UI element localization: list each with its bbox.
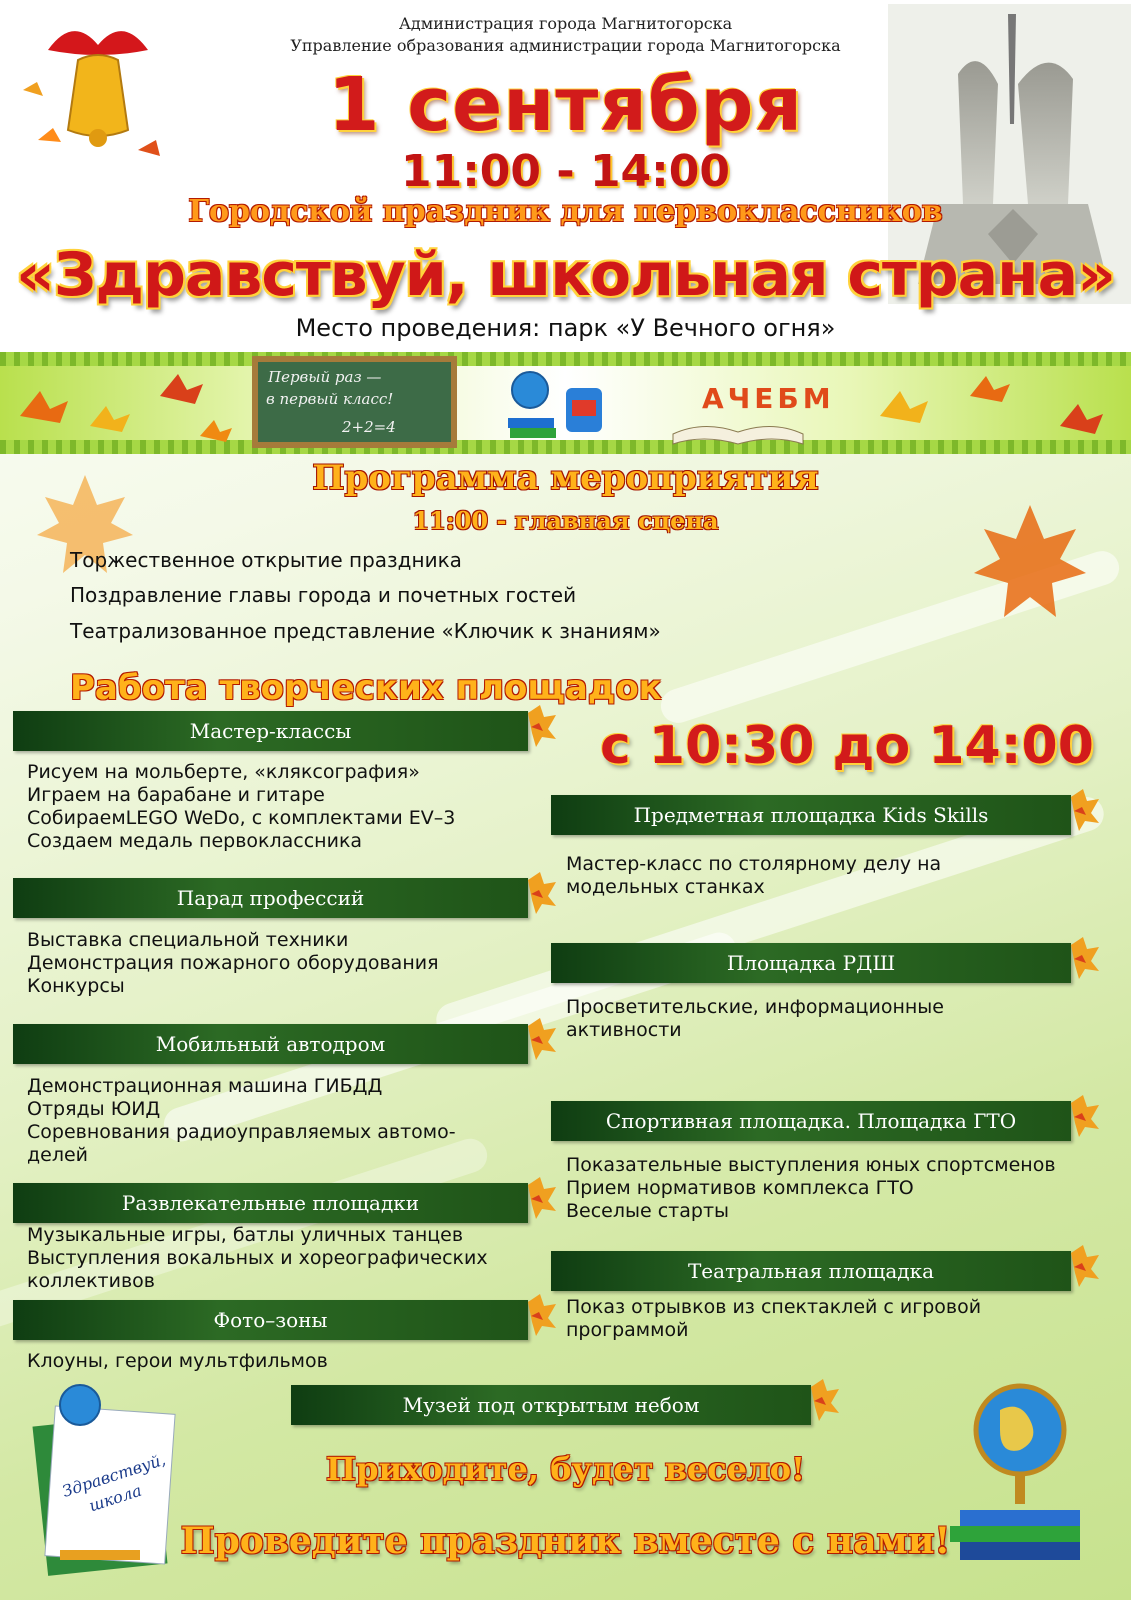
footer-invite: Приходите, будет весело!: [325, 1450, 806, 1488]
autodrome-list: [27, 1075, 456, 1167]
leaf-cluster-icon: [806, 1377, 840, 1421]
sports-gto-list: [566, 1154, 1056, 1223]
list-item: модельных станках: [566, 876, 765, 898]
list-item: СобираемLEGO WeDo, с комплектами EV–3: [27, 807, 456, 829]
theatre-list: [566, 1296, 981, 1342]
rdsh-list: [566, 996, 944, 1042]
chalkboard: [252, 356, 457, 448]
list-item: Выставка специальной техники: [27, 929, 349, 951]
program-title: Программа мероприятия: [312, 458, 819, 498]
list-item: Просветительские, информационные: [566, 996, 944, 1018]
kids-skills-list: [566, 853, 941, 899]
section-bar-kids-skills: Предметная площадка Kids Skills: [551, 795, 1071, 835]
program-item: Театрализованное представление «Ключик к знаниям»: [70, 619, 661, 643]
event-time: 11:00 - 14:00: [400, 146, 730, 197]
book-icon: [668, 414, 808, 448]
leaf-cluster-icon: [1066, 1093, 1100, 1137]
chalk-text: Первый раз —: [268, 368, 382, 386]
list-item: Играем на барабане и гитаре: [27, 784, 325, 806]
master-classes-list: [27, 761, 455, 853]
chalk-text: 2+2=4: [342, 418, 396, 436]
list-item: Показательные выступления юных спортсменов: [566, 1154, 1056, 1176]
section-bar-photo-zones: Фото–зоны: [13, 1300, 528, 1340]
globe-icon: [500, 360, 620, 446]
footer-call: Проведите праздник вместе с нами!: [180, 1520, 951, 1562]
leaf-cluster-icon: [523, 1175, 557, 1219]
leaf-cluster-icon: [523, 1016, 557, 1060]
workshops-title: Работа творческих площадок: [70, 668, 662, 708]
section-bar-professions: Парад профессий: [13, 878, 528, 918]
org-line-2: Управление образования администрации города Магнитогорска: [290, 36, 841, 55]
autumn-leaves-icon: [0, 356, 240, 452]
section-bar-autodrome: Мобильный автодром: [13, 1024, 528, 1064]
program-item: Торжественное открытие праздника: [70, 548, 462, 572]
section-bar-theatre: Театральная площадка: [551, 1251, 1071, 1291]
autumn-leaves-icon: [860, 356, 1131, 452]
event-date: 1 сентября: [328, 62, 803, 148]
notebook-text: Здравствуй, школа: [59, 1449, 168, 1516]
event-subtitle: Городской праздник для первоклассников: [188, 194, 943, 229]
main-stage-time: 11:00 - главная сцена: [412, 506, 719, 535]
leaf-cluster-icon: [523, 1292, 557, 1336]
leaf-cluster-icon: [523, 870, 557, 914]
leaf-cluster-icon: [1066, 935, 1100, 979]
section-bar-master-classes: Мастер-классы: [13, 711, 528, 751]
section-bar-museum: Музей под открытым небом: [291, 1385, 811, 1425]
org-line-1: Администрация города Магнитогорска: [398, 14, 733, 33]
leaf-cluster-icon: [1066, 787, 1100, 831]
alphabet-letters: АЧЕБМ: [702, 382, 835, 415]
program-item: Поздравление главы города и почетных гостей: [70, 583, 577, 607]
photo-zones-list: [27, 1350, 328, 1373]
chalk-text: в первый класс!: [266, 390, 394, 408]
list-item: Отряды ЮИД: [27, 1098, 161, 1120]
workshops-hours: с 10:30 до 14:00: [600, 716, 1094, 776]
list-item: Клоуны, герои мультфильмов: [27, 1350, 328, 1372]
event-title: «Здравствуй, школьная страна»: [16, 240, 1115, 310]
list-item: Создаем медаль первоклассника: [27, 830, 363, 852]
list-item: Выступления вокальных и хореографических: [27, 1247, 488, 1269]
list-item: Конкурсы: [27, 975, 125, 997]
list-item: делей: [27, 1144, 89, 1166]
list-item: Прием нормативов комплекса ГТО: [566, 1177, 914, 1199]
list-item: Музыкальные игры, батлы уличных танцев: [27, 1224, 464, 1246]
list-item: коллективов: [27, 1270, 155, 1292]
section-bar-rdsh: Площадка РДШ: [551, 943, 1071, 983]
list-item: Рисуем на мольберте, «кляксография»: [27, 761, 420, 783]
leaf-cluster-icon: [523, 703, 557, 747]
leaf-cluster-icon: [1066, 1243, 1100, 1287]
list-item: программой: [566, 1319, 689, 1341]
event-venue: Место проведения: парк «У Вечного огня»: [295, 314, 836, 342]
list-item: Веселые старты: [566, 1200, 730, 1222]
entertainment-list: [27, 1224, 488, 1293]
list-item: Мастер-класс по столярному делу на: [566, 853, 942, 875]
professions-list: [27, 929, 439, 998]
section-bar-sports-gto: Спортивная площадка. Площадка ГТО: [551, 1101, 1071, 1141]
list-item: Демонстрационная машина ГИБДД: [27, 1075, 383, 1097]
list-item: Соревнования радиоуправляемых автомо-: [27, 1121, 456, 1143]
list-item: Показ отрывков из спектаклей с игровой: [566, 1296, 982, 1318]
list-item: активности: [566, 1019, 682, 1041]
section-bar-entertainment: Развлекательные площадки: [13, 1183, 528, 1223]
list-item: Демонстрация пожарного оборудования: [27, 952, 439, 974]
